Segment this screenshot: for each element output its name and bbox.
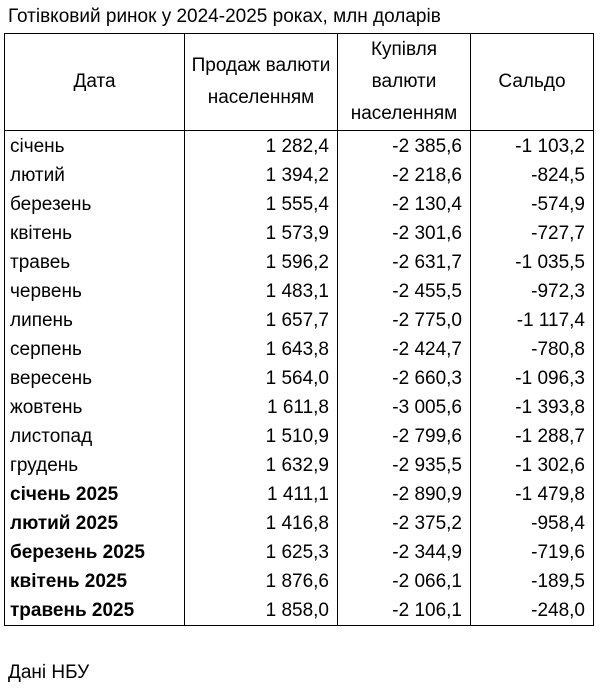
cell-sell: 1 573,9 bbox=[185, 219, 338, 248]
cell-balance: -1 096,3 bbox=[471, 364, 594, 393]
table-row bbox=[5, 509, 594, 538]
table-row bbox=[5, 451, 594, 480]
table-row bbox=[5, 596, 594, 626]
cell-date: березень bbox=[5, 190, 185, 219]
cell-buy: -2 631,7 bbox=[338, 248, 471, 277]
table-row bbox=[5, 306, 594, 335]
cell-buy: -2 935,5 bbox=[338, 451, 471, 480]
cell-sell: 1 555,4 bbox=[185, 190, 338, 219]
cell-balance: -1 302,6 bbox=[471, 451, 594, 480]
header-date: Дата bbox=[5, 34, 185, 131]
table-row bbox=[5, 364, 594, 393]
cell-balance: -1 479,8 bbox=[471, 480, 594, 509]
cash-market-table bbox=[4, 33, 594, 626]
cell-sell: 1 510,9 bbox=[185, 422, 338, 451]
cell-date: лютий bbox=[5, 161, 185, 190]
cell-date: лютий 2025 bbox=[5, 509, 185, 538]
cell-date: травеь bbox=[5, 248, 185, 277]
cell-date: листопад bbox=[5, 422, 185, 451]
table-row bbox=[5, 480, 594, 509]
table-row bbox=[5, 538, 594, 567]
cell-balance: -824,5 bbox=[471, 161, 594, 190]
cell-date: липень bbox=[5, 306, 185, 335]
cell-sell: 1 394,2 bbox=[185, 161, 338, 190]
cell-sell: 1 876,6 bbox=[185, 567, 338, 596]
table-body bbox=[5, 131, 594, 626]
cell-date: січень bbox=[5, 131, 185, 162]
cell-sell: 1 483,1 bbox=[185, 277, 338, 306]
cell-buy: -2 385,6 bbox=[338, 131, 471, 162]
cell-balance: -780,8 bbox=[471, 335, 594, 364]
cell-balance: -1 117,4 bbox=[471, 306, 594, 335]
cell-buy: -2 799,6 bbox=[338, 422, 471, 451]
cell-date: квітень 2025 bbox=[5, 567, 185, 596]
table-row bbox=[5, 190, 594, 219]
header-sell: Продаж валюти населенням bbox=[185, 34, 338, 131]
table-row bbox=[5, 567, 594, 596]
cell-balance: -1 103,2 bbox=[471, 131, 594, 162]
cell-date: березень 2025 bbox=[5, 538, 185, 567]
cell-date: грудень bbox=[5, 451, 185, 480]
cell-balance: -1 035,5 bbox=[471, 248, 594, 277]
cell-buy: -2 455,5 bbox=[338, 277, 471, 306]
cell-sell: 1 411,1 bbox=[185, 480, 338, 509]
cell-buy: -2 890,9 bbox=[338, 480, 471, 509]
cell-date: червень bbox=[5, 277, 185, 306]
cell-buy: -2 106,1 bbox=[338, 596, 471, 626]
cell-date: вересень bbox=[5, 364, 185, 393]
cell-sell: 1 657,7 bbox=[185, 306, 338, 335]
cell-sell: 1 643,8 bbox=[185, 335, 338, 364]
cell-balance: -1 393,8 bbox=[471, 393, 594, 422]
table-row bbox=[5, 422, 594, 451]
header-balance: Сальдо bbox=[471, 34, 594, 131]
cell-sell: 1 564,0 bbox=[185, 364, 338, 393]
table-title: Готівковий ринок у 2024-2025 роках, млн доларів bbox=[8, 6, 441, 27]
cell-buy: -2 218,6 bbox=[338, 161, 471, 190]
header-buy: Купівля валюти населенням bbox=[338, 34, 471, 131]
cell-buy: -2 775,0 bbox=[338, 306, 471, 335]
cell-buy: -3 005,6 bbox=[338, 393, 471, 422]
cell-date: січень 2025 bbox=[5, 480, 185, 509]
cell-sell: 1 596,2 bbox=[185, 248, 338, 277]
cell-buy: -2 130,4 bbox=[338, 190, 471, 219]
cell-sell: 1 282,4 bbox=[185, 131, 338, 162]
cell-sell: 1 858,0 bbox=[185, 596, 338, 626]
cell-balance: -727,7 bbox=[471, 219, 594, 248]
table-row bbox=[5, 335, 594, 364]
table-row bbox=[5, 131, 594, 162]
table-row bbox=[5, 219, 594, 248]
cell-balance: -972,3 bbox=[471, 277, 594, 306]
cell-balance: -248,0 bbox=[471, 596, 594, 626]
cell-balance: -189,5 bbox=[471, 567, 594, 596]
cell-balance: -958,4 bbox=[471, 509, 594, 538]
cell-buy: -2 301,6 bbox=[338, 219, 471, 248]
cell-sell: 1 625,3 bbox=[185, 538, 338, 567]
cell-date: квітень bbox=[5, 219, 185, 248]
cell-sell: 1 416,8 bbox=[185, 509, 338, 538]
cell-date: серпень bbox=[5, 335, 185, 364]
cell-balance: -1 288,7 bbox=[471, 422, 594, 451]
table-row bbox=[5, 277, 594, 306]
cell-date: жовтень bbox=[5, 393, 185, 422]
table-row bbox=[5, 248, 594, 277]
cell-balance: -719,6 bbox=[471, 538, 594, 567]
source-note: Дані НБУ bbox=[8, 662, 90, 683]
table-row bbox=[5, 161, 594, 190]
cell-buy: -2 344,9 bbox=[338, 538, 471, 567]
cell-date: травень 2025 bbox=[5, 596, 185, 626]
table-row bbox=[5, 393, 594, 422]
cell-buy: -2 066,1 bbox=[338, 567, 471, 596]
cell-balance: -574,9 bbox=[471, 190, 594, 219]
cell-sell: 1 611,8 bbox=[185, 393, 338, 422]
header-row bbox=[5, 34, 594, 131]
cell-sell: 1 632,9 bbox=[185, 451, 338, 480]
cell-buy: -2 375,2 bbox=[338, 509, 471, 538]
cell-buy: -2 424,7 bbox=[338, 335, 471, 364]
cell-buy: -2 660,3 bbox=[338, 364, 471, 393]
